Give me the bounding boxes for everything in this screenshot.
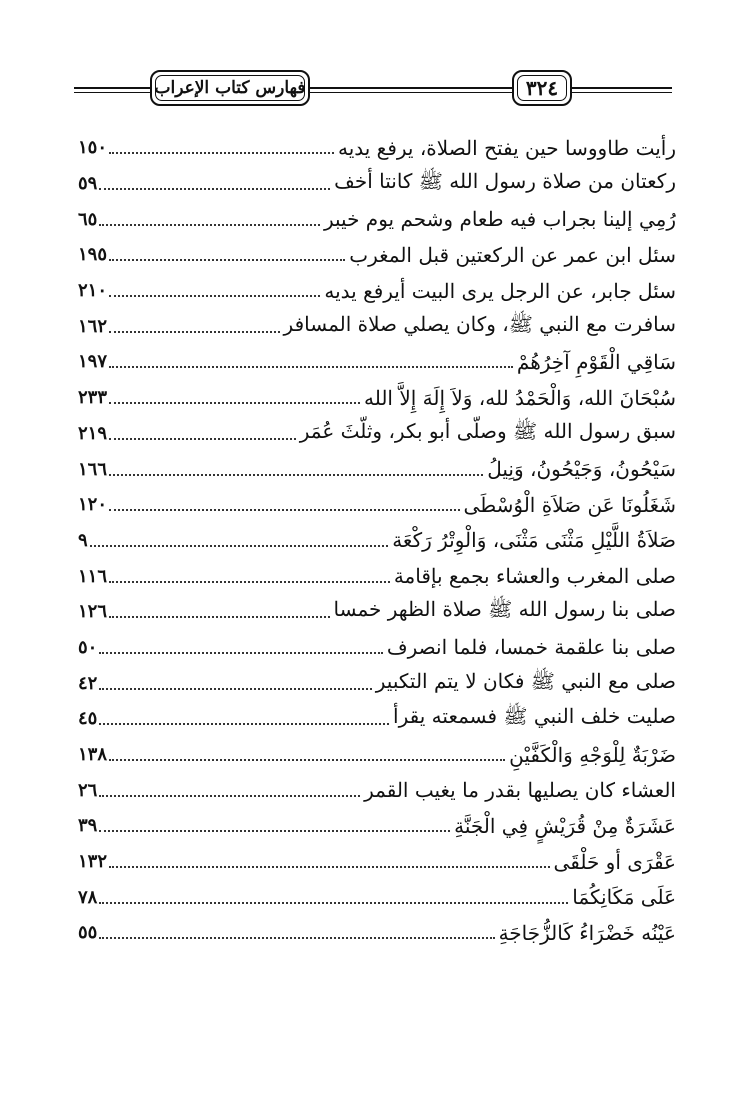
entry-page: ٤٥ bbox=[78, 708, 98, 730]
index-entry bbox=[78, 380, 676, 416]
entry-text: سَاقِي الْقَوْمِ آخِرُهُمْ bbox=[516, 349, 676, 374]
entry-page: ٢١٩ bbox=[78, 422, 108, 444]
leader-dots bbox=[99, 722, 389, 725]
entry-text: عَقْرَى أو حَلْقَى bbox=[553, 849, 676, 874]
entry-page: ٢٦ bbox=[78, 779, 98, 801]
entry-text: صلى المغرب والعشاء بجمع بإقامة bbox=[393, 564, 676, 589]
leader-dots bbox=[109, 437, 296, 440]
index-entries bbox=[78, 130, 676, 951]
entry-page: ٥٥ bbox=[78, 922, 98, 944]
entry-text: سُبْحَانَ الله، وَالْحَمْدُ لله، وَلاَ إِلَهَ إِلاَّ الله bbox=[363, 385, 676, 410]
entry-text: سافرت مع النبي ﷺ، وكان يصلي صلاة المسافر bbox=[283, 311, 676, 336]
index-entry bbox=[78, 487, 676, 523]
entry-text: العشاء كان يصليها بقدر ما يغيب القمر bbox=[364, 778, 676, 803]
entry-page: ١٢٦ bbox=[78, 601, 108, 623]
leader-dots bbox=[109, 758, 505, 761]
index-entry bbox=[78, 273, 676, 309]
entry-text: عَيْنُه خَضْرَاءُ كَالزُّجَاجَةِ bbox=[498, 920, 676, 945]
leader-dots bbox=[90, 544, 389, 547]
index-entry bbox=[78, 416, 676, 452]
leader-dots bbox=[99, 901, 568, 904]
leader-dots bbox=[99, 794, 360, 797]
header-rule bbox=[310, 92, 512, 93]
entry-page: ٣٩ bbox=[78, 815, 98, 837]
entry-text: سَيْحُونُ، وَجَيْحُونُ، وَنِيلُ bbox=[487, 457, 676, 482]
leader-dots bbox=[99, 651, 383, 654]
index-entry bbox=[78, 630, 676, 666]
entry-text: رأيت طاووسا حين يفتح الصلاة، يرفع يديه bbox=[337, 135, 676, 160]
page-number-text: ٣٢٤ bbox=[525, 76, 559, 100]
entry-text: عَلَى مَكَانِكُمَا bbox=[572, 885, 676, 910]
index-entry bbox=[78, 523, 676, 559]
entry-text: شَغَلُونَا عَن صَلاَةِ الْوُسْطَى bbox=[463, 492, 676, 517]
entry-text: صَلاَةُ اللَّيْلِ مَثْنَى مَثْنَى، وَالْوِتْرُ رَكْعَة bbox=[392, 528, 676, 553]
entry-page: ١١٦ bbox=[78, 565, 108, 587]
page-header bbox=[0, 64, 748, 116]
entry-page: ٦٥ bbox=[78, 208, 98, 230]
leader-dots bbox=[99, 936, 494, 939]
page-number bbox=[512, 70, 572, 106]
index-entry bbox=[78, 879, 676, 915]
index-entry bbox=[78, 308, 676, 344]
entry-page: ٥٠ bbox=[78, 636, 98, 658]
entry-text: عَشَرَةٌ مِنْ قُرَيْشٍ فِي الْجَنَّةِ bbox=[454, 813, 676, 838]
index-entry bbox=[78, 237, 676, 273]
entry-page: ٢٣٣ bbox=[78, 387, 108, 409]
header-rule bbox=[572, 87, 672, 89]
index-entry bbox=[78, 451, 676, 487]
entry-page: ١٥٠ bbox=[78, 137, 108, 159]
leader-dots bbox=[109, 865, 550, 868]
entry-page: ٢١٠ bbox=[78, 280, 108, 302]
entry-text: ضَرْبَةٌ لِلْوَجْهِ وَالْكَفَّيْنِ bbox=[509, 742, 676, 767]
index-entry bbox=[78, 344, 676, 380]
running-title-text: فهارس كتاب الإعراب bbox=[154, 78, 306, 98]
leader-dots bbox=[109, 473, 483, 476]
leader-dots bbox=[109, 294, 320, 297]
entry-page: ٤٢ bbox=[78, 672, 98, 694]
index-entry bbox=[78, 558, 676, 594]
leader-dots bbox=[109, 365, 513, 368]
index-entry bbox=[78, 166, 676, 202]
index-entry bbox=[78, 701, 676, 737]
entry-text: صلى بنا علقمة خمسا، فلما انصرف bbox=[386, 635, 676, 660]
leader-dots bbox=[109, 151, 334, 154]
header-rule bbox=[310, 87, 512, 89]
leader-dots bbox=[109, 580, 390, 583]
leader-dots bbox=[109, 330, 280, 333]
index-entry bbox=[78, 915, 676, 951]
entry-page: ١٦٢ bbox=[78, 315, 108, 337]
leader-dots bbox=[109, 401, 360, 404]
leader-dots bbox=[99, 687, 371, 690]
entry-page: ١٩٧ bbox=[78, 351, 108, 373]
entry-page: ١٣٢ bbox=[78, 851, 108, 873]
entry-text: صلى مع النبي ﷺ فكان لا يتم التكبير bbox=[375, 668, 676, 693]
entry-page: ١٣٨ bbox=[78, 744, 108, 766]
index-entry bbox=[78, 737, 676, 773]
running-title bbox=[150, 70, 310, 106]
index-entry bbox=[78, 772, 676, 808]
index-entry bbox=[78, 844, 676, 880]
index-entry bbox=[78, 594, 676, 630]
entry-text: سئل ابن عمر عن الركعتين قبل المغرب bbox=[349, 242, 676, 267]
entry-page: ٩ bbox=[78, 529, 88, 551]
header-rule bbox=[74, 87, 150, 89]
entry-text: ركعتان من صلاة رسول الله ﷺ كانتا أخف bbox=[334, 169, 676, 194]
index-entry bbox=[78, 201, 676, 237]
entry-page: ٥٩ bbox=[78, 173, 98, 195]
entry-text: سبق رسول الله ﷺ وصلّى أبو بكر، وثلّثَ عُمَر bbox=[299, 418, 676, 443]
entry-text: رُمِي إلينا بجراب فيه طعام وشحم يوم خيبر bbox=[323, 207, 676, 232]
index-entry bbox=[78, 130, 676, 166]
header-rule bbox=[572, 92, 672, 93]
leader-dots bbox=[99, 187, 330, 190]
leader-dots bbox=[109, 258, 345, 261]
entry-text: سئل جابر، عن الرجل يرى البيت أيرفع يديه bbox=[324, 278, 676, 303]
leader-dots bbox=[109, 508, 460, 511]
entry-page: ١٩٥ bbox=[78, 244, 108, 266]
entry-page: ١٦٦ bbox=[78, 458, 108, 480]
entry-page: ٧٨ bbox=[78, 886, 98, 908]
header-rule bbox=[74, 92, 150, 93]
leader-dots bbox=[99, 223, 320, 226]
entry-text: صلى بنا رسول الله ﷺ صلاة الظهر خمسا bbox=[333, 597, 676, 622]
entry-text: صليت خلف النبي ﷺ فسمعته يقرأ bbox=[393, 704, 676, 729]
index-entry bbox=[78, 808, 676, 844]
entry-page: ١٢٠ bbox=[78, 494, 108, 516]
leader-dots bbox=[99, 829, 450, 832]
index-entry bbox=[78, 665, 676, 701]
leader-dots bbox=[109, 615, 330, 618]
